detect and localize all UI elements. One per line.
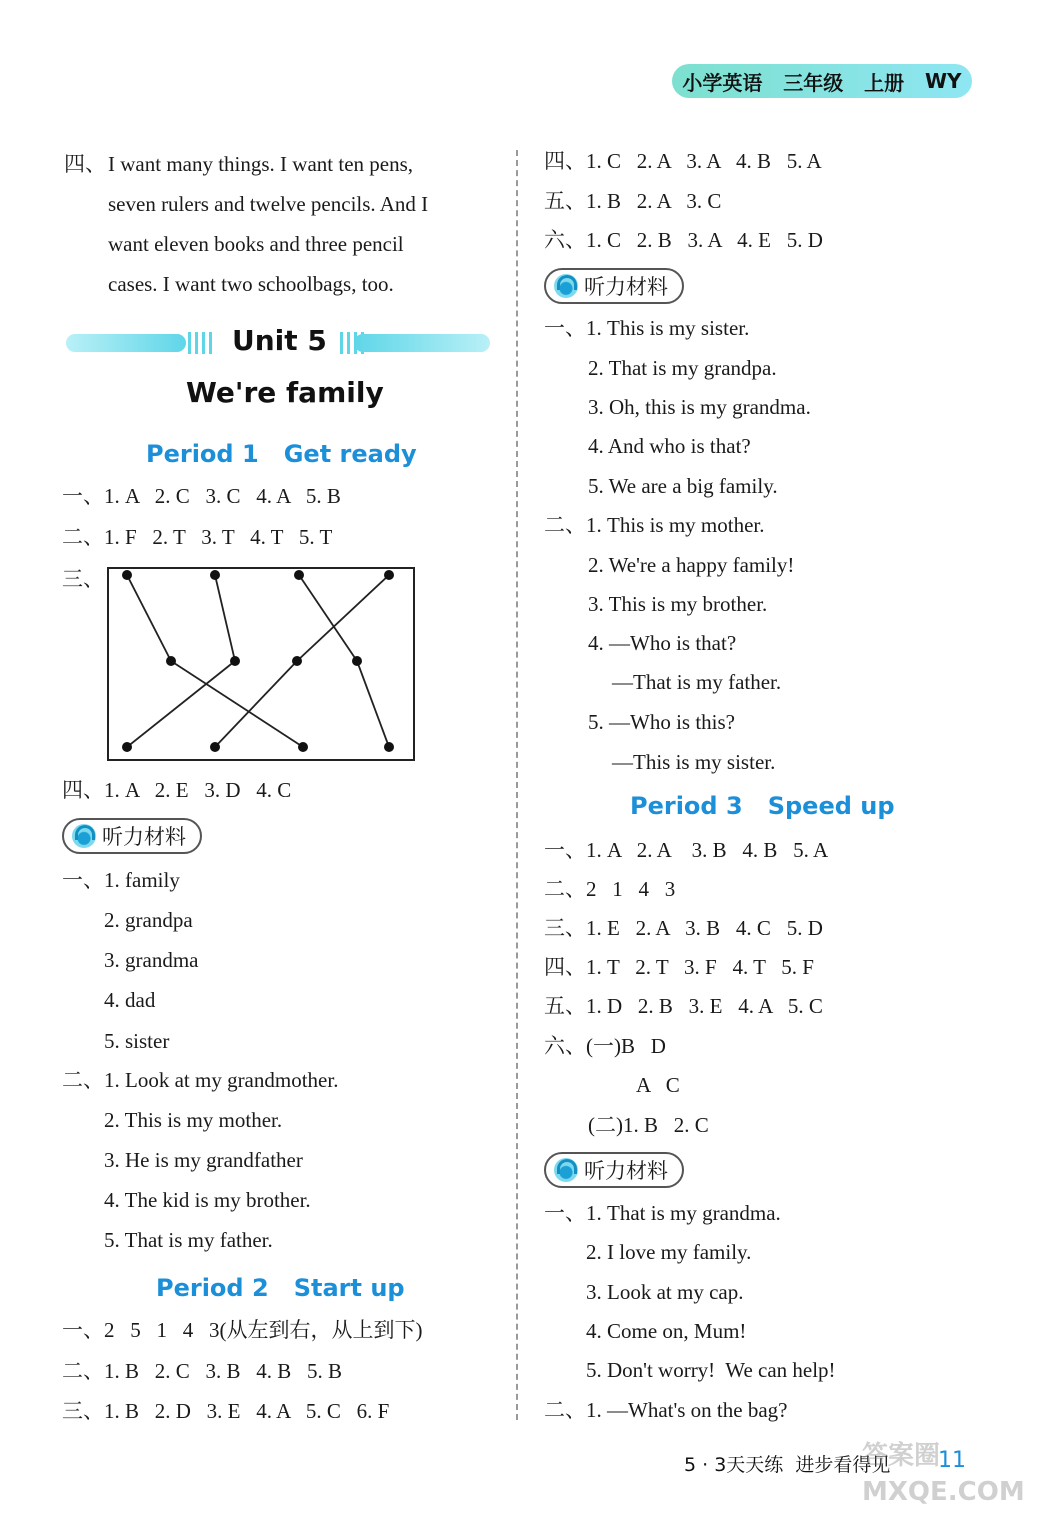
listen1-yi-2: 2. grandpa — [104, 908, 193, 932]
listen2-er-5b: —This is my sister. — [612, 750, 776, 774]
grade-label: 三年级 — [783, 70, 844, 95]
p1-san-label: 三、 — [62, 567, 104, 591]
period-2-title: Period 2 Start up — [156, 1274, 405, 1302]
listen1-er-1: 二、1. Look at my grandmother. — [62, 1068, 339, 1092]
p3-si-answers: 四、1. T 2. T 3. F 4. T 5. F — [544, 955, 814, 979]
p2-wu-answers: 五、1. B 2. A 3. C — [544, 189, 722, 213]
match-dot — [210, 742, 220, 752]
column-divider — [516, 150, 518, 1420]
listen1-yi-5: 5. sister — [104, 1029, 170, 1053]
si-intro-label: 四、 — [64, 152, 106, 176]
footer-series: 5 · 3天天练 进步看得见 — [684, 1454, 891, 1476]
subject-label: 小学英语 — [682, 70, 763, 95]
headphones-icon — [554, 1158, 578, 1182]
listen2-er-3: 3. This is my brother. — [588, 592, 768, 616]
listen2-er-1: 二、1. This is my mother. — [544, 513, 765, 537]
listen3-yi-5: 5. Don't worry! We can help! — [586, 1358, 836, 1382]
listen3-yi-3: 3. Look at my cap. — [586, 1280, 744, 1304]
period-3-title: Period 3 Speed up — [630, 792, 895, 820]
p2-yi-answers: 一、2 5 1 4 3(从左到右，从上到下) — [62, 1318, 423, 1342]
si-intro-line-3: want eleven books and three pencil — [108, 232, 404, 256]
listen2-er-4b: —That is my father. — [612, 670, 782, 694]
match-dot — [298, 742, 308, 752]
matching-lines — [107, 567, 415, 761]
volume-label: 上册 — [864, 70, 905, 95]
period-1-title: Period 1 Get ready — [146, 440, 417, 468]
listen1-yi-4: 4. dad — [104, 988, 156, 1012]
p3-san-answers: 三、1. E 2. A 3. B 4. C 5. D — [544, 916, 823, 940]
p3-yi-answers: 一、1. A 2. A 3. B 4. B 5. A — [544, 838, 829, 862]
listen1-yi-3: 3. grandma — [104, 948, 199, 972]
listen3-yi-4: 4. Come on, Mum! — [586, 1319, 747, 1343]
match-dot — [384, 742, 394, 752]
match-dot — [122, 570, 132, 580]
listen1-er-3: 3. He is my grandfather — [104, 1148, 303, 1172]
p3-liu-a: 六、(一)B D — [544, 1034, 666, 1058]
match-dot — [352, 656, 362, 666]
listen3-er-1: 二、1. —What's on the bag? — [544, 1398, 788, 1422]
si-intro-line-2: seven rulers and twelve pencils. And I — [108, 192, 429, 216]
p3-er-answers: 二、2 1 4 3 — [544, 877, 676, 901]
listening-material-tag-3 — [544, 1152, 684, 1188]
unit-subtitle: We're family — [186, 376, 384, 409]
p1-yi-answers: 一、1. A 2. C 3. C 4. A 5. B — [62, 484, 341, 508]
p3-liu-b: A C — [636, 1073, 680, 1097]
listen1-yi-1: 一、1. family — [62, 868, 180, 892]
headphones-icon — [72, 824, 96, 848]
match-dot — [230, 656, 240, 666]
unit-title: Unit 5 — [232, 324, 327, 357]
listening-material-label: 听力材料 — [584, 1159, 668, 1183]
match-dot — [122, 742, 132, 752]
match-dot — [292, 656, 302, 666]
p1-er-answers: 二、1. F 2. T 3. T 4. T 5. T — [62, 525, 333, 549]
listen3-yi-2: 2. I love my family. — [586, 1240, 752, 1264]
match-dot — [166, 656, 176, 666]
listen2-yi-5: 5. We are a big family. — [588, 474, 778, 498]
header-badge — [672, 64, 972, 98]
p2-er-answers: 二、1. B 2. C 3. B 4. B 5. B — [62, 1359, 343, 1383]
listening-material-tag-2 — [544, 268, 684, 304]
p2-si-answers: 四、1. C 2. A 3. A 4. B 5. A — [544, 149, 822, 173]
p2-liu-answers: 六、1. C 2. B 3. A 4. E 5. D — [544, 228, 823, 252]
listening-material-label: 听力材料 — [102, 825, 186, 849]
listening-material-tag-1 — [62, 818, 202, 854]
listen2-yi-2: 2. That is my grandpa. — [588, 356, 777, 380]
match-dot — [384, 570, 394, 580]
edition-label: WY — [925, 69, 962, 93]
match-dot — [294, 570, 304, 580]
listen1-er-5: 5. That is my father. — [104, 1228, 273, 1252]
listen3-yi-1: 一、1. That is my grandma. — [544, 1201, 781, 1225]
listening-material-label: 听力材料 — [584, 275, 668, 299]
p3-liu-c: (二)1. B 2. C — [588, 1113, 709, 1137]
si-intro-line-4: cases. I want two schoolbags, too. — [108, 272, 394, 296]
headphones-icon — [554, 274, 578, 298]
watermark: 答案圈 MXQE.COM — [862, 1441, 1025, 1507]
listen2-er-2: 2. We're a happy family! — [588, 553, 795, 577]
listen1-er-2: 2. This is my mother. — [104, 1108, 283, 1132]
listen2-yi-1: 一、1. This is my sister. — [544, 316, 750, 340]
si-intro-line-1: I want many things. I want ten pens, — [108, 152, 414, 176]
match-dot — [210, 570, 220, 580]
listen2-yi-4: 4. And who is that? — [588, 434, 751, 458]
listen2-er-5: 5. —Who is this? — [588, 710, 735, 734]
listen2-er-4: 4. —Who is that? — [588, 631, 737, 655]
page-number: 11 — [938, 1448, 966, 1473]
p1-si-answers: 四、1. A 2. E 3. D 4. C — [62, 778, 292, 802]
p2-san-answers: 三、1. B 2. D 3. E 4. A 5. C 6. F — [62, 1399, 390, 1423]
listen2-yi-3: 3. Oh, this is my grandma. — [588, 395, 811, 419]
listen1-er-4: 4. The kid is my brother. — [104, 1188, 311, 1212]
p3-wu-answers: 五、1. D 2. B 3. E 4. A 5. C — [544, 994, 823, 1018]
